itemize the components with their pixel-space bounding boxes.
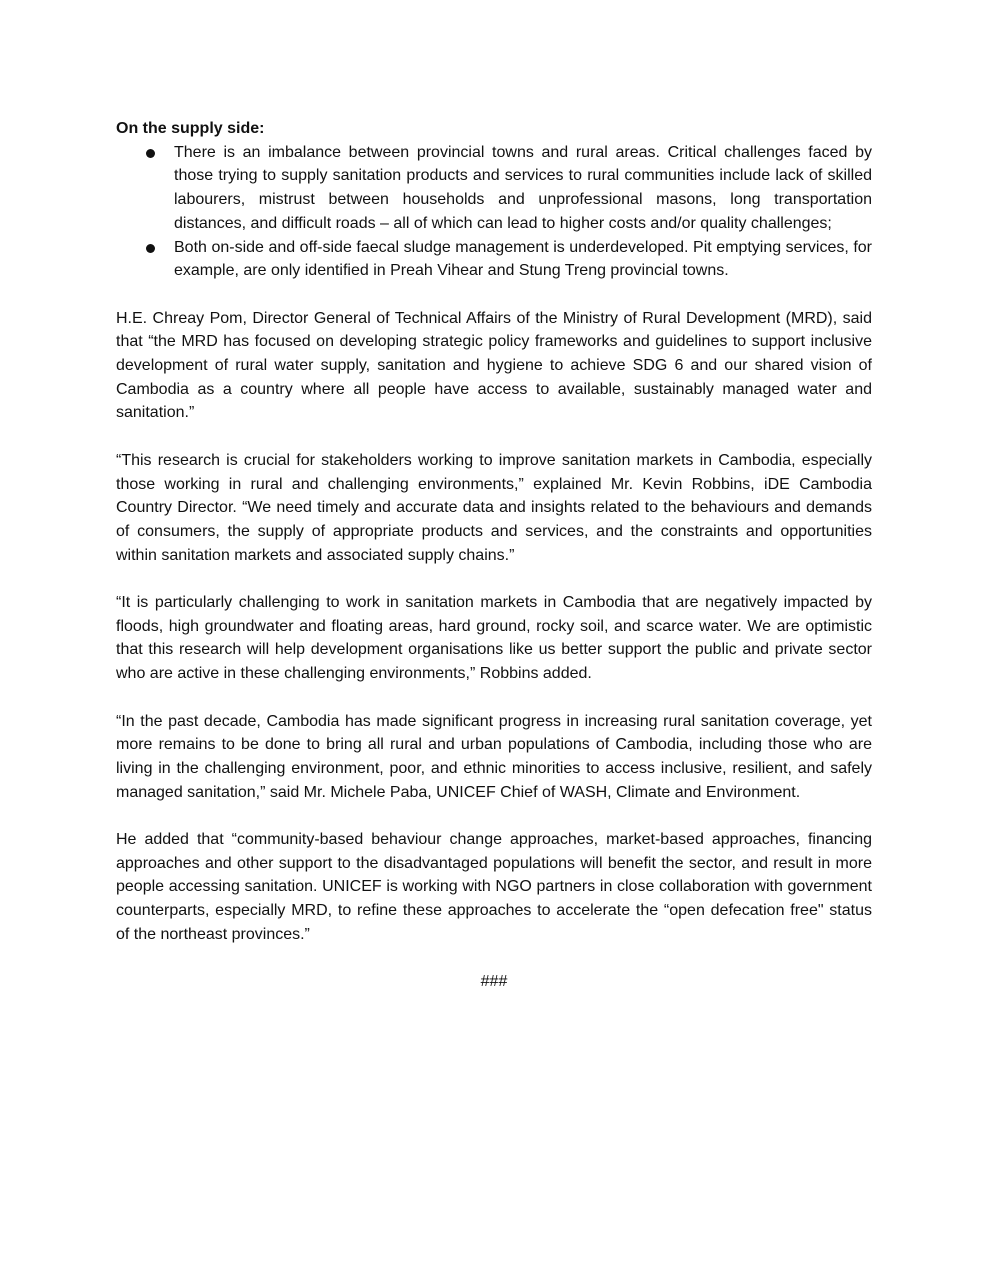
paragraph-mrd-quote: H.E. Chreay Pom, Director General of Technical Affairs of the Ministry of Rural Development (MRD), said that “the MRD has focused on developing strategic policy frameworks and guidelines to support inclusive development of rural water supply, sanitation and hygiene to achieve SDG 6 and our shared vision of Cambodia as a country where all people have access to available, sustainably managed water and sanitation.” [116, 309, 872, 422]
paragraph-robbins-quote: “It is particularly challenging to work in sanitation markets in Cambodia that are negatively impacted by floods, high groundwater and floating areas, hard ground, rocky soil, and scarce water. We are optimistic that this research will help development organisations like us better support the public and private sector who are active in these challenging environments,” Robbins added. [116, 594, 872, 683]
bullet-text: Both on-side and off-side faecal sludge management is underdeveloped. Pit emptying services, for example, are only identified in Preah Vihear and Stung Treng provincial towns. [174, 238, 872, 280]
supply-side-heading: On the supply side: [116, 120, 265, 137]
paragraph-ide-quote: “This research is crucial for stakeholders working to improve sanitation markets in Cambodia, especially those working in rural and challenging environments,” explained Mr. Kevin Robbins, iDE Cambodia Country Director. “We need timely and accurate data and insights related to the behaviours and demands of consumers, the supply of appropriate products and services, and the constraints and opportunities within sanitation markets and associated supply chains.” [116, 451, 872, 564]
bullet-text: There is an imbalance between provincial towns and rural areas. Critical challenges faced by those trying to supply sanitation products and services to rural communities include lack of skilled labourers, mistrust between households and unprofessional masons, long transportation distances, and difficult roads – all of which can lead to higher costs and/or quality challenges; [174, 143, 872, 232]
paragraph-unicef-approaches: He added that “community-based behaviour change approaches, market-based approaches, financing approaches and other support to the disadvantaged populations will benefit the sector, and result in more people accessing sanitation. UNICEF is working with NGO partners in close collaboration with government counterparts, especially MRD, to refine these approaches to accelerate the “open defecation free" status of the northeast provinces.” [116, 831, 872, 943]
paragraph-unicef-quote: “In the past decade, Cambodia has made significant progress in increasing rural sanitation coverage, yet more remains to be done to bring all rural and urban populations of Cambodia, including those who are living in the challenging environment, poor, and ethnic minorities to access inclusive, resilient, and safely managed sanitation,” said Mr. Michele Paba, UNICEF Chief of WASH, Climate and Environment. [116, 712, 872, 801]
bullet-dot-icon [146, 149, 155, 158]
bullet-dot-icon [146, 244, 155, 253]
supply-side-bullet-list [116, 141, 872, 283]
bullet-item [116, 141, 872, 236]
end-of-release-mark: ### [480, 973, 508, 991]
document-page [116, 117, 872, 994]
bullet-item [116, 236, 872, 283]
